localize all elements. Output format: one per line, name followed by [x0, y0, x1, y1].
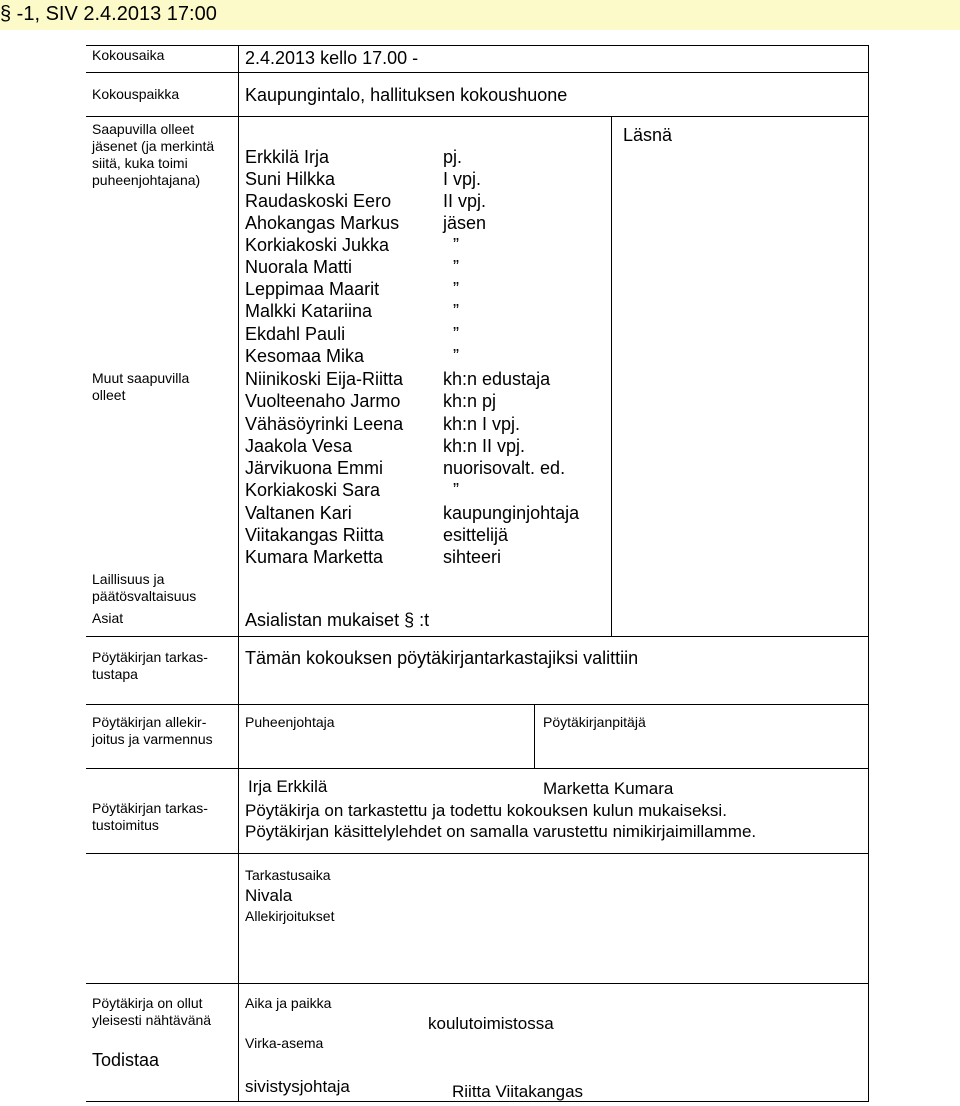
todistaa-label: Todistaa	[92, 1050, 160, 1070]
allekirjoitus-label: Pöytäkirjan allekir- joitus ja varmennus	[92, 714, 213, 747]
other-name: Valtanen Kari	[245, 503, 352, 523]
other-role: kh:n pj	[443, 391, 497, 411]
member-role: II vpj.	[443, 191, 487, 211]
laillisuus-label: Laillisuus ja päätösvaltaisuus	[92, 571, 197, 604]
member-role: ”	[453, 301, 459, 321]
nahtavana-label: Pöytäkirja on ollut yleisesti nähtävänä	[92, 995, 212, 1028]
member-role: ”	[453, 279, 459, 299]
member-name: Korkiakoski Jukka	[245, 235, 390, 255]
other-role: kh:n I vpj.	[443, 414, 521, 434]
header-title: § -1, SIV 2.4.2013 17:00	[0, 3, 217, 25]
member-name: Nuorala Matti	[245, 257, 353, 277]
signature-column-divider	[534, 704, 535, 769]
member-role: I vpj.	[443, 169, 482, 189]
other-role: esittelijä	[443, 525, 509, 545]
secretary-name: Marketta Kumara	[543, 779, 674, 798]
other-name: Vähäsöyrinki Leena	[245, 414, 404, 434]
virka-asema-value: sivistysjohtaja	[245, 1077, 350, 1096]
tarkastus-place: Nivala	[245, 886, 293, 905]
secretary-label: Pöytäkirjanpitäjä	[543, 714, 646, 730]
tarkastus-line-1: Pöytäkirja on tarkastettu ja todettu kokouksen kulun mukaiseksi.	[245, 801, 727, 820]
nahtavana-place: koulutoimistossa	[428, 1014, 554, 1033]
tarkastapa-label: Pöytäkirjan tarkas- tustapa	[92, 649, 208, 682]
chair-label: Puheenjohtaja	[245, 714, 335, 730]
other-name: Niinikoski Eija-Riitta	[245, 369, 404, 389]
member-role: pj.	[443, 147, 463, 167]
member-name: Malkki Katariina	[245, 301, 373, 321]
lasna-header: Läsnä	[623, 125, 673, 145]
other-role: ”	[453, 480, 459, 500]
row-divider	[86, 983, 869, 984]
other-name: Korkiakoski Sara	[245, 480, 381, 500]
member-name: Suni Hilkka	[245, 169, 336, 189]
member-name: Raudaskoski Eero	[245, 191, 392, 211]
other-role: kaupunginjohtaja	[443, 503, 580, 523]
aika-paikka-label: Aika ja paikka	[245, 995, 332, 1011]
asiat-value: Asialistan mukaiset § :t	[245, 610, 430, 630]
other-role: nuorisovalt. ed.	[443, 458, 566, 478]
other-name: Järvikuona Emmi	[245, 458, 384, 478]
member-name: Ahokangas Markus	[245, 213, 400, 233]
label-column-divider	[238, 45, 239, 1102]
signer-name: Riitta Viitakangas	[452, 1082, 584, 1101]
row-divider	[86, 72, 869, 73]
member-role: ”	[453, 346, 459, 366]
asiat-label: Asiat	[92, 610, 124, 626]
other-name: Jaakola Vesa	[245, 436, 353, 456]
member-name: Kesomaa Mika	[245, 346, 365, 366]
kokouspaikka-value: Kaupungintalo, hallituksen kokoushuone	[245, 85, 568, 105]
tarkastusaika-label: Tarkastusaika	[245, 867, 331, 883]
tarkastapa-value: Tämän kokouksen pöytäkirjantarkastajiksi valittiin	[245, 648, 639, 668]
row-divider	[86, 853, 869, 854]
table-right-border	[868, 45, 869, 1102]
tarkastus-line-2: Pöytäkirjan käsittelylehdet on samalla varustettu nimikirjaimillamme.	[245, 822, 757, 841]
kokouspaikka-label: Kokouspaikka	[92, 86, 180, 102]
row-divider	[86, 45, 869, 46]
saapuvilla-label: Saapuvilla olleet jäsenet (ja merkintä siitä, kuka toimi puheenjohtajana)	[92, 121, 215, 188]
virka-asema-label: Virka-asema	[245, 1035, 324, 1051]
allekirjoitukset-label: Allekirjoitukset	[245, 908, 335, 924]
member-role: jäsen	[443, 213, 487, 233]
other-name: Vuolteenaho Jarmo	[245, 391, 401, 411]
other-name: Viitakangas Riitta	[245, 525, 384, 545]
lasna-column-divider	[611, 116, 612, 637]
other-name: Kumara Marketta	[245, 547, 384, 567]
member-role: ”	[453, 257, 459, 277]
row-divider	[86, 704, 869, 705]
other-role: sihteeri	[443, 547, 502, 567]
member-role: ”	[453, 235, 459, 255]
member-role: ”	[453, 324, 459, 344]
row-divider	[86, 768, 869, 769]
tarkastustoimitus-label: Pöytäkirjan tarkas- tustoimitus	[92, 800, 208, 833]
muut-label: Muut saapuvilla olleet	[92, 370, 190, 403]
kokousaika-label: Kokousaika	[92, 47, 165, 63]
other-role: kh:n edustaja	[443, 369, 551, 389]
other-role: kh:n II vpj.	[443, 436, 526, 456]
chair-name: Irja Erkkilä	[248, 777, 328, 796]
row-divider	[86, 116, 869, 117]
member-name: Leppimaa Maarit	[245, 279, 380, 299]
member-name: Ekdahl Pauli	[245, 324, 346, 344]
member-name: Erkkilä Irja	[245, 147, 330, 167]
row-divider	[86, 636, 869, 637]
kokousaika-value: 2.4.2013 kello 17.00 -	[245, 48, 419, 68]
